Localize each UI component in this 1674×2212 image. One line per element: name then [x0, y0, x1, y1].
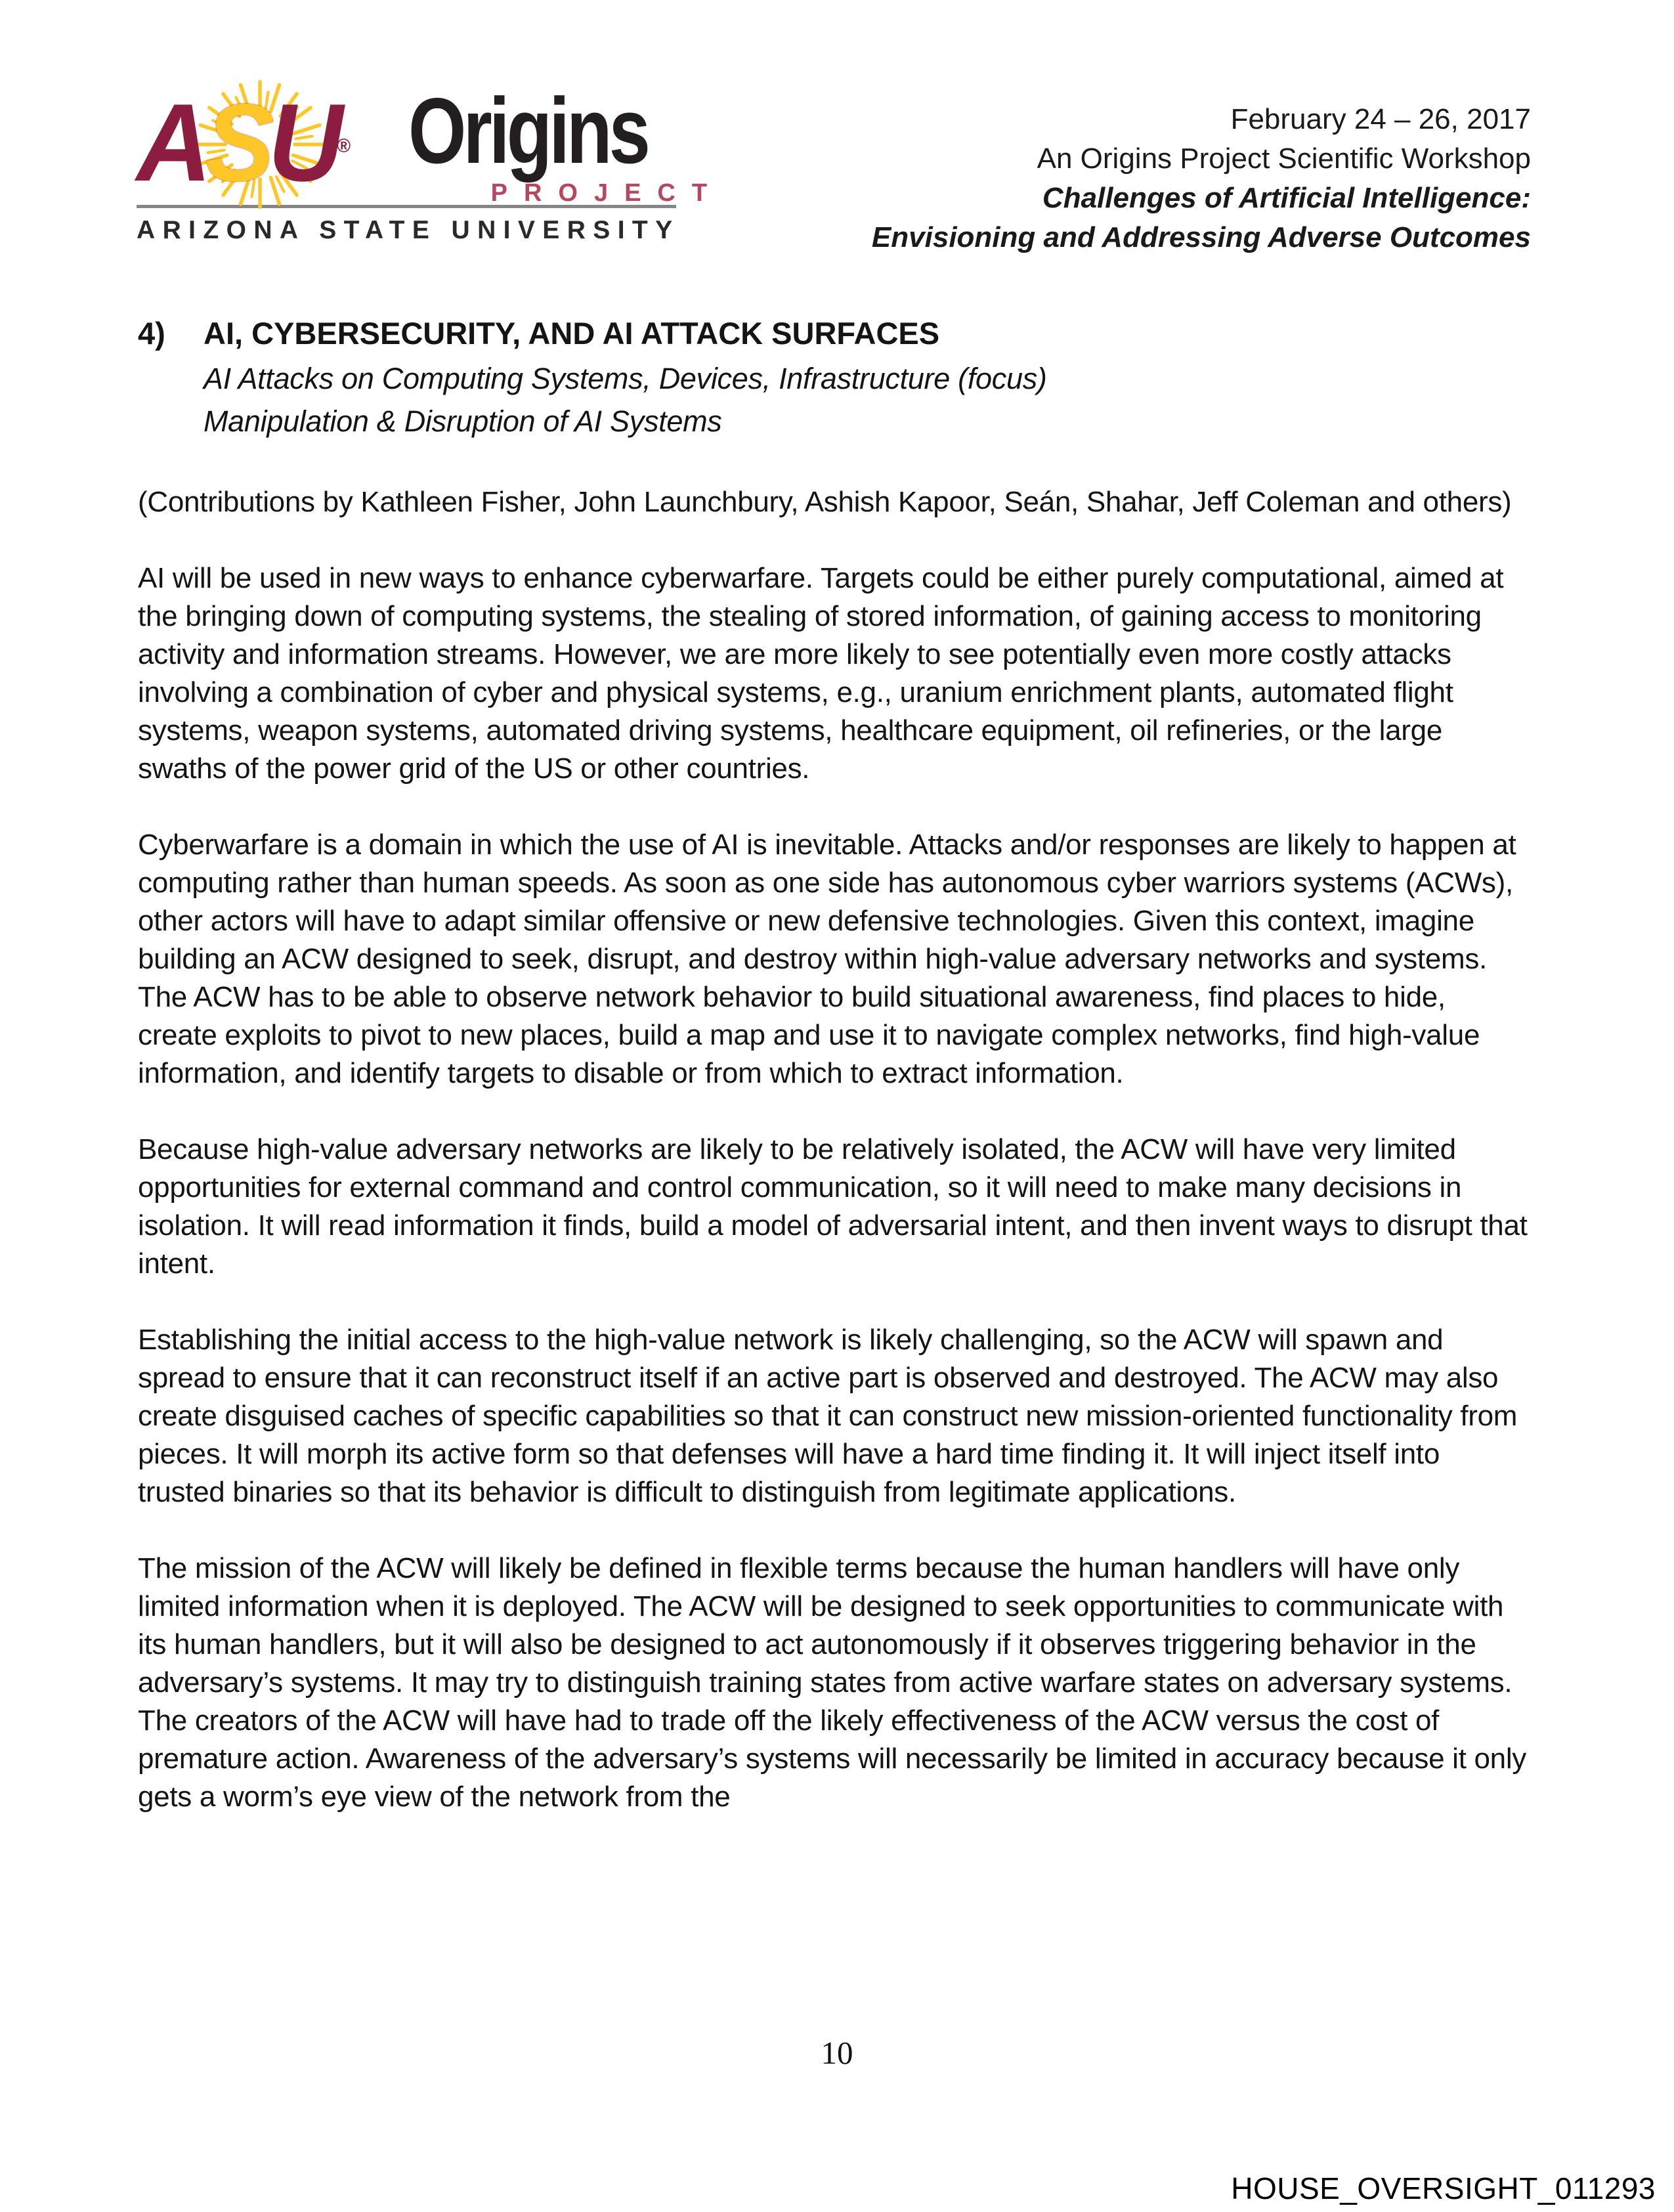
- asu-letter-s: S: [205, 81, 268, 204]
- section-subtitles: [138, 357, 1531, 443]
- contributors-line: (Contributions by Kathleen Fisher, John Launchbury, Ashish Kapoor, Seán, Shahar, Jeff Coleman and others): [138, 486, 1512, 518]
- asu-letter-u: U: [268, 81, 337, 204]
- registered-trademark-icon: ®: [337, 135, 351, 157]
- header-date-line: February 24 – 26, 2017: [1230, 103, 1531, 135]
- header-title-line2: Envisioning and Addressing Adverse Outcomes: [871, 221, 1531, 253]
- workshop-header: [546, 100, 1531, 257]
- section-number: 4): [138, 316, 165, 351]
- header-title-line1: Challenges of Artificial Intelligence:: [1042, 182, 1531, 214]
- asu-letter-a: A: [137, 81, 205, 204]
- page-number: 10: [821, 2035, 853, 2071]
- header-workshop-line: An Origins Project Scientific Workshop: [1037, 142, 1531, 175]
- project-label: PROJECT: [490, 179, 724, 207]
- body-paragraph: The mission of the ACW will likely be defined in flexible terms because the human handlers will have only limited information when it is deployed. The ACW will be designed to seek opportunities to communicate with its human handlers, but it will also be designed to act autonomously if it observes triggering behavior in the adversary’s systems. It may try to distinguish training states from active warfare states on adversary systems. The creators of the ACW will have had to trade off the likely effectiveness of the ACW versus the cost of premature action. Awareness of the adversary’s systems will necessarily be limited in accuracy because it only gets a worm’s eye view of the network from the: [138, 1552, 1527, 1813]
- section-subtitle-focus: AI Attacks on Computing Systems, Devices, Infrastructure (focus): [204, 362, 1047, 395]
- body-paragraph: AI will be used in new ways to enhance cyberwarfare. Targets could be either purely computational, aimed at the bringing down of computing systems, the stealing of stored information, of gaining access to monitoring activity and information streams. However, we are more likely to see potentially even more costly attacks involving a combination of cyber and physical systems, e.g., uranium enrichment plants, automated flight systems, weapon systems, automated driving systems, healthcare equipment, oil refineries, or the large swaths of the power grid of the US or other countries.: [138, 562, 1504, 785]
- body-paragraph: Cyberwarfare is a domain in which the use of AI is inevitable. Attacks and/or responses are likely to happen at computing rather than human speeds. As soon as one side has autonomous cyber warriors systems (ACWs), other actors will have to adapt similar offensive or new defensive technologies. Given this context, imagine building an ACW designed to seek, disrupt, and destroy within high-value adversary networks and systems. The ACW has to be able to observe network behavior to build situational awareness, find places to hide, create exploits to pivot to new places, build a map and use it to navigate complex networks, find high-value information, and identify targets to disable or from which to extract information.: [138, 829, 1516, 1089]
- body-paragraph: Because high-value adversary networks are likely to be relatively isolated, the ACW will have very limited opportunities for external command and control communication, so it will need to make many decisions in isolation. It will read information it finds, build a model of adversarial intent, and then invent ways to disrupt that intent.: [138, 1133, 1528, 1280]
- section-subtitle-manipulation: Manipulation & Disruption of AI Systems: [204, 404, 722, 438]
- asu-wordmark: [137, 81, 394, 204]
- section-title: AI, CYBERSECURITY, AND AI ATTACK SURFACES: [204, 316, 940, 351]
- document-body: [138, 314, 1531, 1816]
- bates-stamp: HOUSE_OVERSIGHT_011293: [1231, 2171, 1656, 2205]
- body-paragraph: Establishing the initial access to the high-value network is likely challenging, so the ACW will spawn and spread to ensure that it can reconstruct itself if an active part is observed and destroyed. The ACW may also create disguised caches of specific capabilities so that it can construct new mission-oriented functionality from pieces. It will morph its active form so that defenses will have a hard time finding it. It will inject itself into trusted binaries so that its behavior is difficult to distinguish from legitimate applications.: [138, 1324, 1518, 1508]
- university-label: ARIZONA STATE UNIVERSITY: [137, 216, 680, 244]
- origins-wordmark: Origins: [408, 79, 648, 183]
- section-heading: [138, 314, 1531, 353]
- asu-letters: [137, 81, 378, 204]
